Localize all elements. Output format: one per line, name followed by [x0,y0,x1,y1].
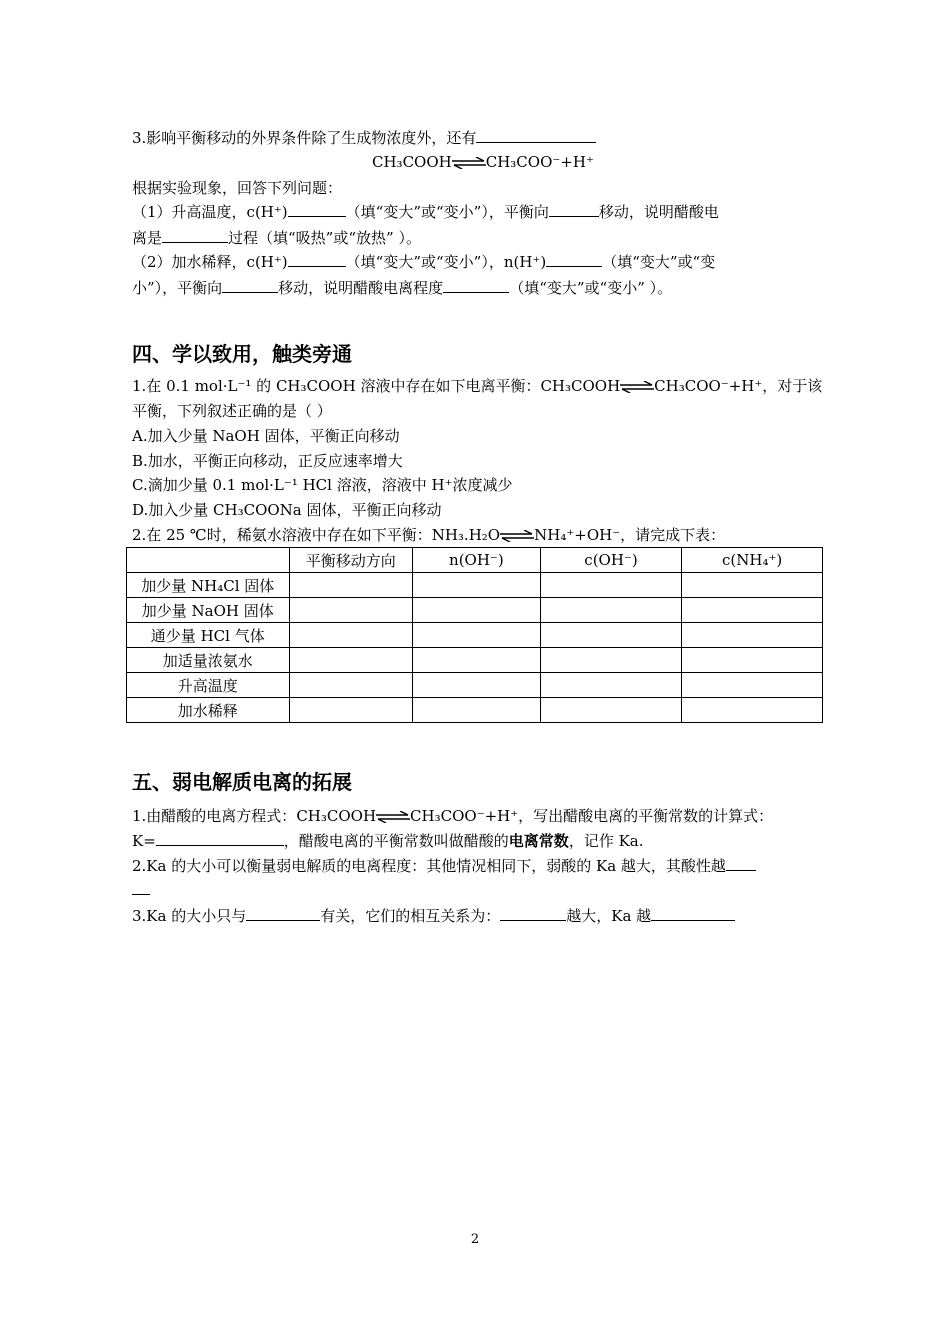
answer-cell[interactable] [413,623,541,648]
part1-line2: 离是 过程（填“吸热”或“放热” ）。 [132,229,421,247]
answer-cell[interactable] [682,623,823,648]
s4-q2-line: 2.在 25 ℃时，稀氨水溶液中存在如下平衡：NH₃.H₂O NH₄⁺+OH⁻，请完成下表： [132,526,726,544]
answer-cell[interactable] [289,598,413,623]
answer-cell[interactable] [289,698,413,723]
answer-cell[interactable] [540,573,682,598]
intro-line: 根据实验现象，回答下列问题： [132,179,343,197]
option-c: C.滴加少量 0.1 mol·L⁻¹ HCl 溶液，溶液中 H⁺浓度减少 [132,476,513,494]
answer-cell[interactable] [289,573,413,598]
answer-cell[interactable] [413,598,541,623]
table-header-cell: 平衡移动方向 [289,548,413,573]
blank[interactable] [651,906,735,921]
s3-q3-line: 3.影响平衡移动的外界条件除了生成物浓度外，还有 [132,128,596,148]
answer-cell[interactable] [682,648,823,673]
table-header-cell [127,548,290,573]
blank[interactable] [549,202,599,217]
blank[interactable] [726,856,756,871]
answer-cell[interactable] [540,698,682,723]
table-header-cell: n(OH⁻) [413,548,541,573]
option-d: D.加入少量 CH₃COONa 固体，平衡正向移动 [132,501,442,519]
answer-table [126,547,823,723]
answer-cell[interactable] [682,673,823,698]
blank[interactable] [156,831,284,846]
table-header-cell: c(OH⁻) [540,548,682,573]
s4-q1-line2: 平衡，下列叙述正确的是（ ） [132,402,332,420]
part1-line1: （1）升高温度，c(H⁺) （填“变大”或“变小”），平衡向 移动，说明醋酸电 [132,203,719,221]
answer-cell[interactable] [682,573,823,598]
s5-q2-line-cont [132,880,150,900]
s5-q3-line: 3.Ka 的大小只与 有关，它们的相互关系为： 越大，Ka 越 [132,906,735,926]
section4-title: 四、学以致用，触类旁通 [132,342,352,366]
row-label: 升高温度 [127,673,290,698]
table-row [127,573,823,598]
answer-cell[interactable] [413,573,541,598]
table-header-row [127,548,823,573]
s5-q1-line1: 1.由醋酸的电离方程式：CH₃COOH CH₃COO⁻+H⁺，写出醋酸电离的平衡常数的计算式： [132,807,774,825]
row-label: 加少量 NH₄Cl 固体 [127,573,290,598]
blank[interactable] [546,252,602,267]
s4-q1-line1: 1.在 0.1 mol·L⁻¹ 的 CH₃COOH 溶液中存在如下电离平衡：CH₃COOH CH₃COO⁻+H⁺，对于该 [132,377,823,395]
row-label: 加少量 NaOH 固体 [127,598,290,623]
table-row [127,698,823,723]
blank[interactable] [162,228,228,243]
answer-cell[interactable] [289,648,413,673]
bold-term: 电离常数 [508,832,569,850]
row-label: 加适量浓氨水 [127,648,290,673]
answer-cell[interactable] [540,648,682,673]
option-b: B.加水，平衡正向移动，正反应速率增大 [132,452,403,470]
table-header-cell: c(NH₄⁺) [682,548,823,573]
blank[interactable] [476,128,596,143]
equilibrium-equation: CH₃COOH CH₃COO⁻+H⁺ [372,153,594,171]
equilibrium-arrow-icon [452,157,486,169]
s5-q1-line2: K= ，醋酸电离的平衡常数叫做醋酸的电离常数，记作 Ka. [132,832,644,850]
row-label: 通少量 HCl 气体 [127,623,290,648]
answer-cell[interactable] [540,623,682,648]
table-row [127,623,823,648]
blank[interactable] [132,880,150,895]
table-row [127,598,823,623]
page-number: 2 [470,1232,480,1247]
row-label: 加水稀释 [127,698,290,723]
equilibrium-arrow-icon [376,811,410,823]
answer-cell[interactable] [540,673,682,698]
table-row [127,648,823,673]
table-row [127,673,823,698]
blank[interactable] [288,252,346,267]
answer-cell[interactable] [413,673,541,698]
equilibrium-arrow-icon [500,530,534,542]
option-a: A.加入少量 NaOH 固体，平衡正向移动 [132,427,400,445]
blank[interactable] [246,906,320,921]
answer-cell[interactable] [682,698,823,723]
blank[interactable] [222,278,278,293]
blank[interactable] [500,906,566,921]
s5-q2-line: 2.Ka 的大小可以衡量弱电解质的电离程度：其他情况相同下，弱酸的 Ka 越大，其酸性越 [132,856,756,876]
answer-cell[interactable] [289,673,413,698]
equilibrium-arrow-icon [620,381,654,393]
answer-cell[interactable] [413,698,541,723]
part2-line1: （2）加水稀释，c(H⁺) （填“变大”或“变小”），n(H⁺) （填“变大”或“变 [132,253,716,271]
section5-title: 五、弱电解质电离的拓展 [132,770,352,794]
part2-line2: 小”），平衡向 移动，说明醋酸电离程度 （填“变大”或“变小” ）。 [132,279,673,297]
answer-cell[interactable] [289,623,413,648]
blank[interactable] [288,202,346,217]
answer-cell[interactable] [413,648,541,673]
answer-cell[interactable] [540,598,682,623]
answer-cell[interactable] [682,598,823,623]
blank[interactable] [443,278,509,293]
